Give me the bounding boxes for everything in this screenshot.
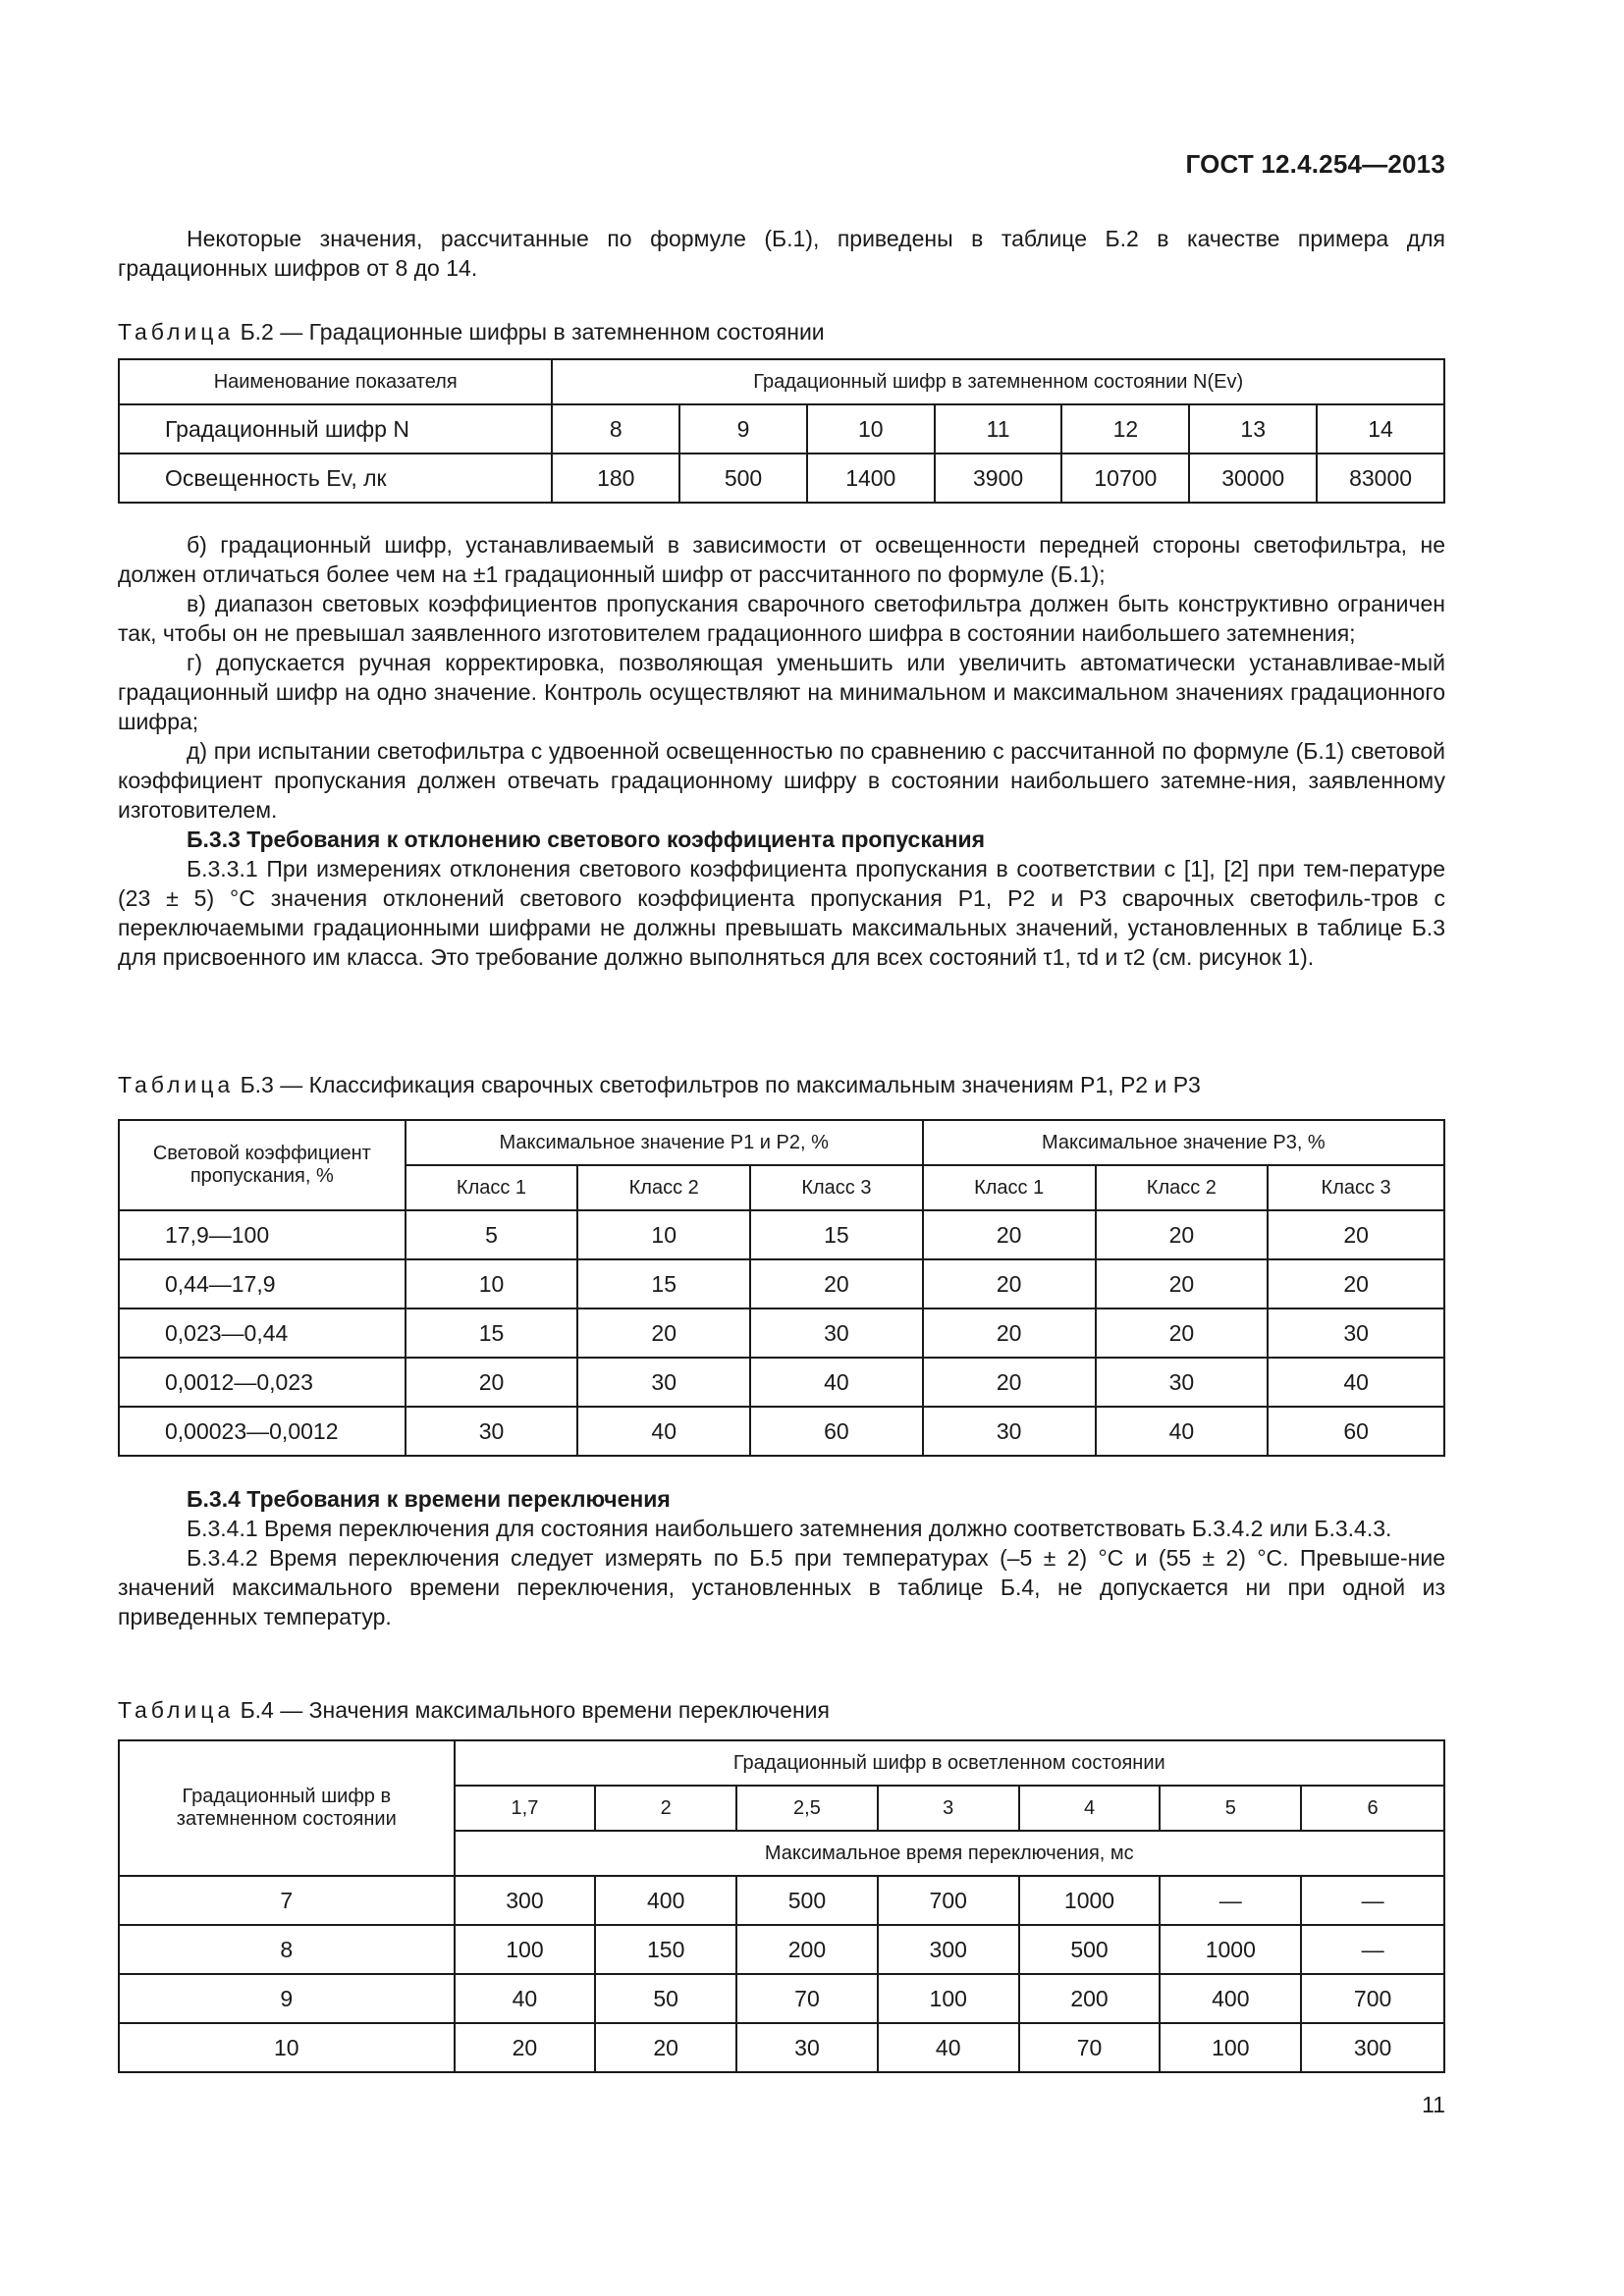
table2-row-illuminance: [119, 454, 1444, 503]
section-b341-text: Б.3.4.1 Время переключения для состояния наибольшего затемнения должно соответствовать Б.3.4.2 или Б.3.4.3.: [187, 1516, 1392, 1541]
table3-cell: 15: [577, 1259, 750, 1308]
table4-cell: 40: [878, 2023, 1019, 2072]
table4-cell: —: [1301, 1876, 1444, 1925]
table4-caption-text: Б.4 — Значения максимального времени переключения: [240, 1697, 830, 1723]
table-row: [119, 1358, 1444, 1407]
table2-caption: [118, 317, 825, 347]
table4-cell: 100: [1160, 2023, 1301, 2072]
table4-cell: 400: [1160, 1974, 1301, 2023]
table4-shade: 2: [595, 1786, 736, 1831]
table3-cell: 30: [577, 1358, 750, 1407]
table3-cell: 15: [750, 1210, 923, 1259]
table3-cell: 40: [750, 1358, 923, 1407]
table3-caption: [118, 1070, 1201, 1099]
table2-row-label: Градационный шифр N: [119, 404, 552, 454]
section-b33-heading: Б.3.3 Требования к отклонению светового коэффициента пропускания: [187, 827, 986, 852]
table4-cell: 1000: [1019, 1876, 1161, 1925]
table-row: [119, 1876, 1444, 1925]
table3-cell: 30: [1096, 1358, 1269, 1407]
table4-header-row: [119, 1740, 1444, 1786]
table4-cell: 200: [1019, 1974, 1161, 2023]
table2-header-row: [119, 359, 1444, 404]
table3-class: Класс 3: [1268, 1165, 1444, 1210]
table3-row-label: 0,00023—0,0012: [119, 1407, 406, 1456]
page-number: 11: [1422, 2092, 1445, 2117]
table2-caption-label: Таблица: [118, 319, 235, 345]
table2-cell: 1400: [807, 454, 935, 503]
section-b331-text: Б.3.3.1 При измерениях отклонения светового коэффициента пропускания в соответствии с [1], [2] при тем-пературе (23 ± 5) °С значения отклонений светового коэффициента пропускания P1, P2 и P3 сварочных светофиль-тров с переключаемыми градационными шифрами не должны превышать максимальных значений, установленных в таблице Б.3 для присвоенного им класса. Это требование должно выполняться для всех состояний τ1, τd и τ2 (см. рисунок 1).: [118, 856, 1445, 970]
table-row: [119, 2023, 1444, 2072]
item-g: г) допускается ручная корректировка, позволяющая уменьшить или увеличить автоматически устанавливае-мый градационный шифр на одно значение. Контроль осуществляют на минимальном и максимальном значениях градационного шифра;: [118, 650, 1445, 734]
table3-cell: 10: [406, 1259, 578, 1308]
table2-cell: 10700: [1061, 454, 1189, 503]
table3-class: Класс 2: [577, 1165, 750, 1210]
item-b: б) градационный шифр, устанавливаемый в зависимости от освещенности передней стороны светофильтра, не должен отличаться более чем на ±1 градационный шифр от рассчитанного по формуле (Б.1);: [118, 532, 1445, 587]
requirements-list: [118, 530, 1445, 972]
table4-cell: 20: [455, 2023, 596, 2072]
table2-cell: 180: [552, 454, 679, 503]
table2-cell: 14: [1317, 404, 1444, 454]
table2-cell: 8: [552, 404, 679, 454]
table4-shade: 5: [1160, 1786, 1301, 1831]
table4-cell: 200: [736, 1925, 878, 1974]
table4-shade: 3: [878, 1786, 1019, 1831]
table3-cell: 20: [406, 1358, 578, 1407]
table4-cell: 300: [1301, 2023, 1444, 2072]
standard-header: ГОСТ 12.4.254—2013: [1185, 149, 1445, 179]
table2-cell: 3900: [935, 454, 1062, 503]
item-d: д) при испытании светофильтра с удвоенной освещенностью по сравнению с рассчитанной по формуле (Б.1) световой коэффициент пропускания должен отвечать градационному шифру в состоянии наибольшего затемне-ния, заявленному изготовителем.: [118, 738, 1445, 823]
table3-row-label: 0,023—0,44: [119, 1308, 406, 1358]
table4-shade: 2,5: [736, 1786, 878, 1831]
table-b2: [118, 358, 1445, 504]
table3-cell: 20: [1096, 1210, 1269, 1259]
table4-cell: 100: [878, 1974, 1019, 2023]
table3-caption-label: Таблица: [118, 1072, 235, 1097]
table3-cell: 60: [750, 1407, 923, 1456]
table4-cell: —: [1301, 1925, 1444, 1974]
table4-cell: 150: [595, 1925, 736, 1974]
table3-cell: 20: [750, 1259, 923, 1308]
table2-row-label: Освещенность Ev, лк: [119, 454, 552, 503]
table2-cell: 30000: [1189, 454, 1317, 503]
table3-class: Класс 2: [1096, 1165, 1269, 1210]
table3-head-p1p2: Максимальное значение P1 и P2, %: [406, 1120, 923, 1165]
table3-cell: 20: [1096, 1308, 1269, 1358]
table3-row-label: 0,44—17,9: [119, 1259, 406, 1308]
table3-cell: 60: [1268, 1407, 1444, 1456]
item-v: в) диапазон световых коэффициентов пропускания сварочного светофильтра должен быть конструктивно ограничен так, чтобы он не превышал заявленного изготовителем градационного шифра в состоянии наибольшего затемнения;: [118, 591, 1445, 646]
table4-cell: 300: [455, 1876, 596, 1925]
section-b34-heading: Б.3.4 Требования к времени переключения: [187, 1486, 671, 1512]
table3-cell: 20: [1096, 1259, 1269, 1308]
table2-cell: 13: [1189, 404, 1317, 454]
intro-paragraph: [118, 224, 1445, 283]
table3-row-label: 0,0012—0,023: [119, 1358, 406, 1407]
table3-caption-text: Б.3 — Классификация сварочных светофильтров по максимальным значениям P1, P2 и P3: [240, 1072, 1201, 1097]
table3-cell: 15: [406, 1308, 578, 1358]
table4-cell: 20: [595, 2023, 736, 2072]
table2-cell: 500: [679, 454, 807, 503]
table4-cell: 1000: [1160, 1925, 1301, 1974]
table4-shade: 1,7: [455, 1786, 596, 1831]
table2-cell: 12: [1061, 404, 1189, 454]
intro-text: Некоторые значения, рассчитанные по формуле (Б.1), приведены в таблице Б.2 в качестве примера для градационных шифров от 8 до 14.: [118, 226, 1445, 281]
table3-cell: 30: [750, 1308, 923, 1358]
table4-row-label: 8: [119, 1925, 455, 1974]
table3-head-transmittance: Световой коэффициент пропускания, %: [119, 1120, 406, 1210]
table4-cell: 500: [1019, 1925, 1161, 1974]
table4-cell: 70: [1019, 2023, 1161, 2072]
table4-row-label: 10: [119, 2023, 455, 2072]
table3-cell: 20: [1268, 1259, 1444, 1308]
table-b4: [118, 1739, 1445, 2073]
table4-caption-label: Таблица: [118, 1697, 235, 1723]
section-b34: [118, 1484, 1445, 1631]
table4-cell: 400: [595, 1876, 736, 1925]
table4-cell: 40: [455, 1974, 596, 2023]
table3-cell: 30: [1268, 1308, 1444, 1358]
table3-header-row: [119, 1120, 1444, 1165]
table3-cell: 20: [923, 1308, 1096, 1358]
table4-cell: 100: [455, 1925, 596, 1974]
table2-caption-text: Б.2 — Градационные шифры в затемненном состоянии: [240, 319, 825, 345]
table-row: [119, 1308, 1444, 1358]
table4-cell: 30: [736, 2023, 878, 2072]
table2-row-shade: [119, 404, 1444, 454]
table3-cell: 5: [406, 1210, 578, 1259]
table3-head-p3: Максимальное значение P3, %: [923, 1120, 1444, 1165]
table-row: [119, 1974, 1444, 2023]
table3-cell: 20: [923, 1210, 1096, 1259]
table4-cell: 50: [595, 1974, 736, 2023]
table4-caption: [118, 1695, 830, 1725]
table3-cell: 10: [577, 1210, 750, 1259]
table2-head-shade: Градационный шифр в затемненном состоянии N(Ev): [552, 359, 1444, 404]
table3-class: Класс 1: [923, 1165, 1096, 1210]
table4-cell: 700: [1301, 1974, 1444, 2023]
table4-head-dark-shade: Градационный шифр в затемненном состоянии: [119, 1740, 455, 1876]
table4-cell: —: [1160, 1876, 1301, 1925]
table3-cell: 30: [406, 1407, 578, 1456]
table-row: [119, 1210, 1444, 1259]
table2-cell: 83000: [1317, 454, 1444, 503]
table4-head-light-shade: Градационный шифр в осветленном состоянии: [455, 1740, 1444, 1786]
table-b3: [118, 1119, 1445, 1457]
table4-cell: 70: [736, 1974, 878, 2023]
table3-class: Класс 1: [406, 1165, 578, 1210]
table3-cell: 20: [923, 1358, 1096, 1407]
table4-cell: 700: [878, 1876, 1019, 1925]
table3-cell: 20: [1268, 1210, 1444, 1259]
table3-row-label: 17,9—100: [119, 1210, 406, 1259]
table2-cell: 9: [679, 404, 807, 454]
table-row: [119, 1407, 1444, 1456]
table3-cell: 40: [1268, 1358, 1444, 1407]
table3-cell: 40: [1096, 1407, 1269, 1456]
table4-head-time: Максимальное время переключения, мс: [455, 1831, 1444, 1876]
table2-head-indicator: Наименование показателя: [119, 359, 552, 404]
table3-cell: 20: [577, 1308, 750, 1358]
table3-cell: 20: [923, 1259, 1096, 1308]
table4-cell: 500: [736, 1876, 878, 1925]
section-b342-text: Б.3.4.2 Время переключения следует измерять по Б.5 при температурах (–5 ± 2) °С и (55 ± 2) °С. Превыше-ние значений максимального времени переключения, установленных в таблице Б.4, не допускается ни при одной из приведенных температур.: [118, 1545, 1445, 1629]
table2-cell: 10: [807, 404, 935, 454]
table4-cell: 300: [878, 1925, 1019, 1974]
table3-cell: 40: [577, 1407, 750, 1456]
table2-cell: 11: [935, 404, 1062, 454]
table4-shade: 6: [1301, 1786, 1444, 1831]
table-row: [119, 1259, 1444, 1308]
table3-class: Класс 3: [750, 1165, 923, 1210]
table3-cell: 30: [923, 1407, 1096, 1456]
table4-row-label: 7: [119, 1876, 455, 1925]
table4-row-label: 9: [119, 1974, 455, 2023]
table4-shade: 4: [1019, 1786, 1161, 1831]
table-row: [119, 1925, 1444, 1974]
